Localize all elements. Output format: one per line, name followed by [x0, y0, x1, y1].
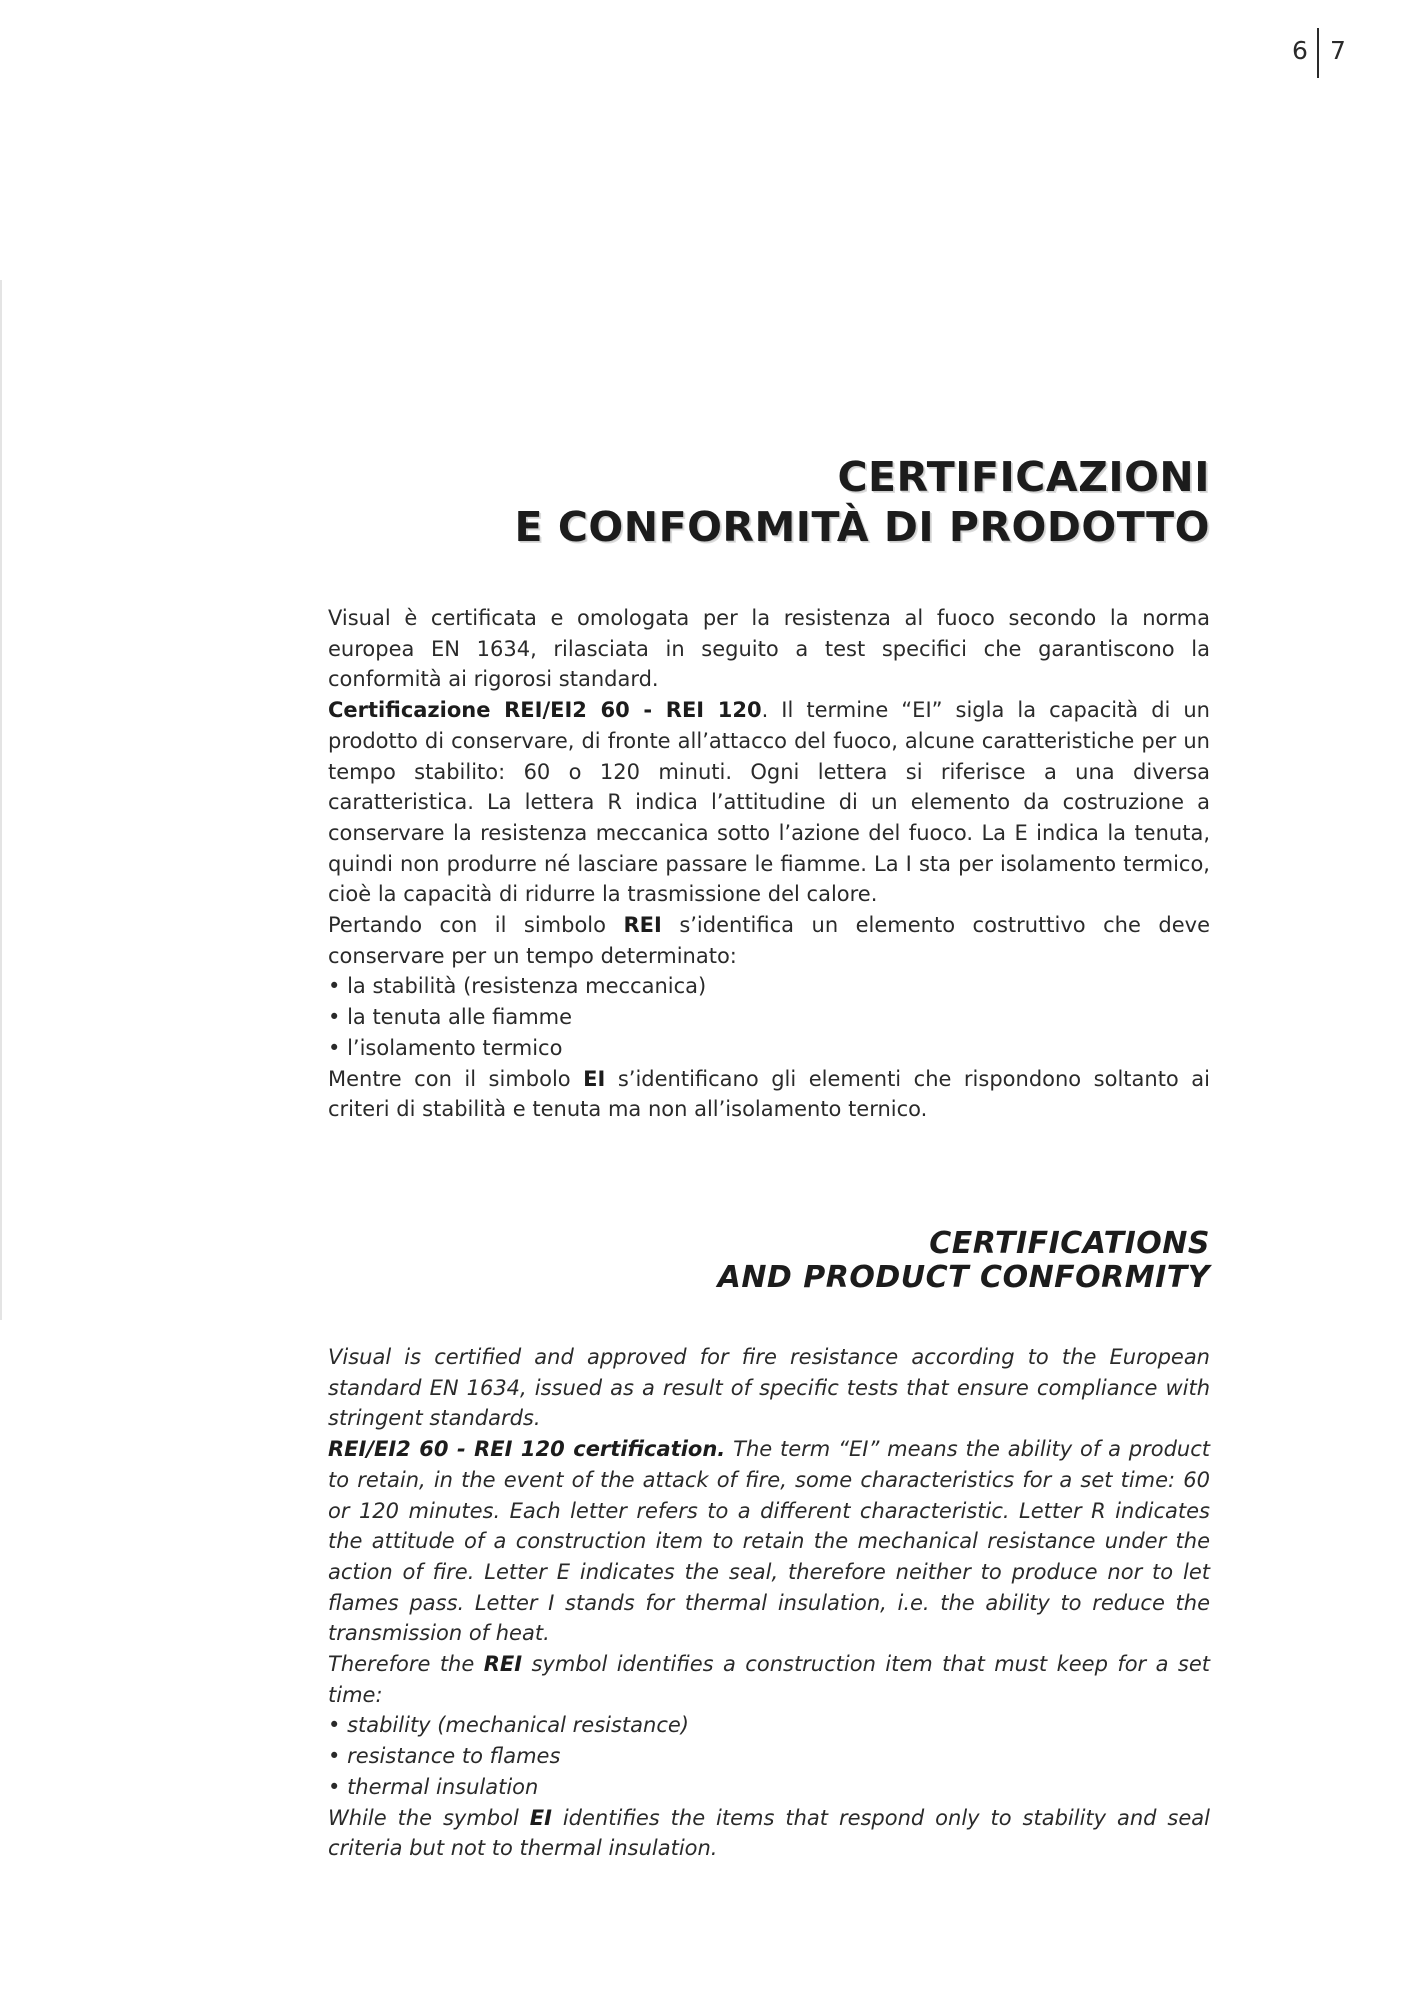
rei-post-en: symbol identifies a construction item that must keep for a set time: — [328, 1652, 1210, 1707]
bullet-item-it: • l’isolamento termico — [328, 1033, 1210, 1064]
title-english-line1: CERTIFICATIONS — [929, 1226, 1210, 1261]
body-italian — [328, 603, 1210, 1125]
section-italian — [328, 452, 1210, 1125]
bullet-list-en — [328, 1710, 1210, 1802]
ei-post-en: identifies the items that respond only to stability and seal criteria but not to thermal insulation. — [328, 1805, 1210, 1861]
rei-post-it: s’identifica un elemento costruttivo che deve conservare per un tempo determinato: — [328, 913, 1210, 968]
page-fold-edge — [0, 280, 2, 1320]
bullet-item-en: • resistance to flames — [328, 1741, 1210, 1772]
ei-post-it: s’identificano gli elementi che rispondono soltanto ai criteri di stabilità e tenuta ma non all’isolamento ternico. — [328, 1066, 1210, 1122]
ei-paragraph-en — [328, 1803, 1210, 1864]
ei-paragraph-it — [328, 1064, 1210, 1125]
cert-label-it: Certificazione REI/EI2 60 - REI 120 — [328, 698, 762, 723]
bullet-item-it: • la tenuta alle fiamme — [328, 1002, 1210, 1033]
title-italian-line2: E CONFORMITÀ DI PRODOTTO — [514, 503, 1210, 551]
bullet-item-en: • stability (mechanical resistance) — [328, 1710, 1210, 1741]
page-number — [1292, 36, 1352, 76]
cert-paragraph-it — [328, 695, 1210, 910]
rei-symbol-it: REI — [623, 913, 662, 938]
body-english — [328, 1342, 1210, 1864]
page-number-right: 7 — [1330, 36, 1346, 65]
bullet-list-it — [328, 971, 1210, 1063]
rei-pre-en: Therefore the — [328, 1652, 484, 1677]
ei-pre-en: While the symbol — [328, 1805, 530, 1830]
title-italian-line1: CERTIFICAZIONI — [837, 453, 1210, 501]
ei-pre-it: Mentre con il simbolo — [328, 1066, 584, 1091]
intro-paragraph-en: Visual is certified and approved for fire resistance according to the European standard EN 1634, issued as a result of specific tests that ensure compliance with stringent standards. — [328, 1345, 1210, 1431]
ei-symbol-en: EI — [529, 1805, 552, 1830]
rei-paragraph-en — [328, 1649, 1210, 1710]
bullet-item-it: • la stabilità (resistenza meccanica) — [328, 971, 1210, 1002]
title-english-line2: AND PRODUCT CONFORMITY — [717, 1260, 1210, 1295]
title-english — [328, 1227, 1210, 1295]
title-italian — [328, 452, 1210, 552]
section-english — [328, 1227, 1210, 1864]
cert-paragraph-en — [328, 1434, 1210, 1649]
rei-pre-it: Pertando con il simbolo — [328, 913, 624, 938]
cert-label-en: REI/EI2 60 - REI 120 certification. — [328, 1437, 726, 1462]
bullet-item-en: • thermal insulation — [328, 1772, 1210, 1803]
rei-symbol-en: REI — [483, 1652, 523, 1677]
intro-paragraph-it: Visual è certificata e omologata per la resistenza al fuoco secondo la norma europea EN 1634, rilasciata in seguito a test specifici che garantiscono la conformità ai rigorosi standard. — [328, 606, 1210, 692]
ei-symbol-it: EI — [583, 1066, 606, 1091]
page-number-left: 6 — [1292, 36, 1308, 65]
page-number-divider — [1317, 28, 1319, 78]
cert-text-en: The term “EI” means the ability of a product to retain, in the event of the attack of fire, some characteristics for a set time: 60 or 120 minutes. Each letter refers to a different characteristic. Letter R indicates the attitude of a construction item to retain the mechanical resistance under the action of fire. Letter E indicates the seal, therefore neither to produce nor to let flames pass. Letter I stands for thermal insulation, i.e. the ability to reduce the transmission of heat. — [328, 1437, 1211, 1646]
rei-paragraph-it — [328, 910, 1210, 971]
cert-text-it: . Il termine “EI” sigla la capacità di un prodotto di conservare, di fronte all’attacco del fuoco, alcune caratteristiche per un tempo stabilito: 60 o 120 minuti. Ogni lettera si riferisce a una diversa caratteristica. La lettera R indica l’attitudine di un elemento da costruzione a conservare la resistenza meccanica sotto l’azione del fuoco. La E indica la tenuta, quindi non produrre né lasciare passare le fiamme. La I sta per isolamento termico, cioè la capacità di ridurre la trasmissione del calore. — [328, 698, 1210, 907]
